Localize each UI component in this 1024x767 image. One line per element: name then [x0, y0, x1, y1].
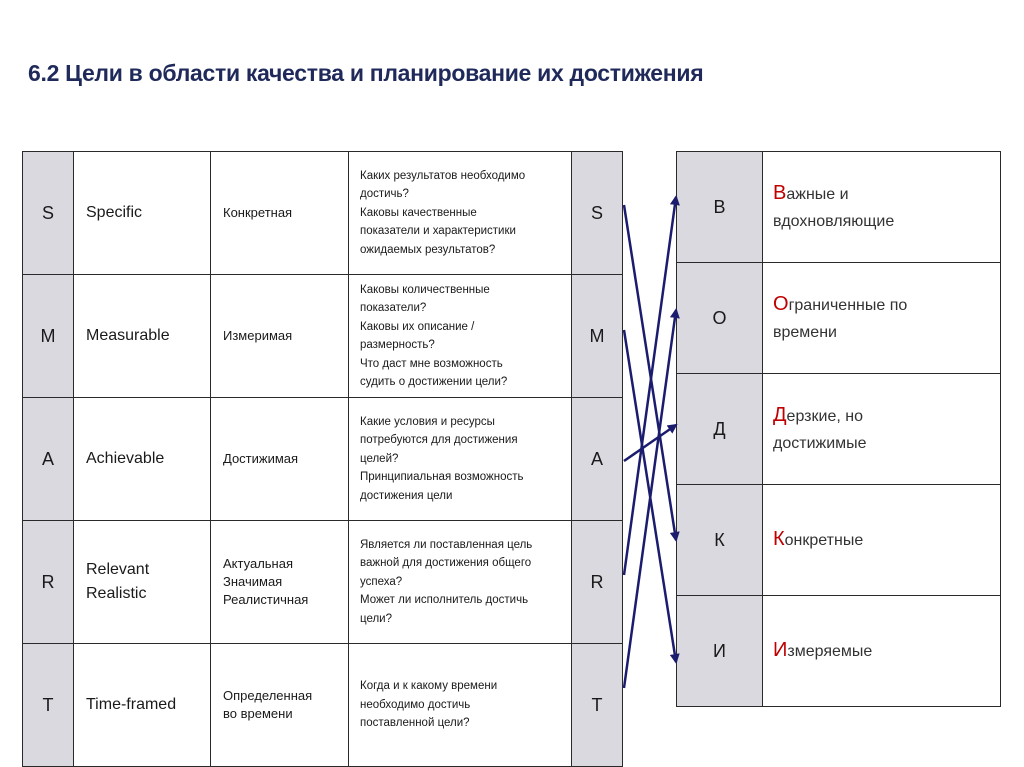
question-line: цели? [360, 612, 393, 625]
russian-term-line: во времени [223, 706, 293, 721]
russian-term-line: Определенная [223, 688, 313, 703]
arrow-m-to-i [624, 330, 676, 662]
vodik-row [677, 374, 1001, 485]
russian-term-line: Достижимая [223, 451, 299, 466]
russian-term-line: Реалистичная [223, 592, 309, 607]
arrow-r-to-v [624, 197, 676, 575]
vodik-description-line [773, 637, 1000, 665]
vodik-description [763, 596, 1001, 707]
smart-letter: S [23, 152, 74, 275]
smart-russian-term [211, 152, 349, 275]
question-line: достичь? [360, 188, 409, 201]
arrow-s-to-k [624, 205, 676, 540]
smart-question [349, 275, 572, 398]
vodik-description-line [773, 180, 1000, 208]
question-line: Каких результатов необходимо [360, 169, 526, 182]
question-line: потребуются для достижения [360, 434, 518, 447]
vodik-description-line [773, 430, 1000, 457]
vodik-letter: Д [677, 374, 763, 485]
russian-term-line: Актуальная [223, 556, 293, 571]
smart-russian-term [211, 275, 349, 398]
smart-english-term [74, 275, 211, 398]
smart-question [349, 644, 572, 767]
smart-russian-term [211, 398, 349, 521]
vodik-initial: В [773, 181, 787, 204]
question-line: Каковы качественные [360, 206, 477, 219]
smart-letter: R [23, 521, 74, 644]
question-line: успеха? [360, 575, 403, 588]
vodik-text: достижимые [773, 434, 867, 452]
vodik-description [763, 263, 1001, 374]
vodik-row [677, 263, 1001, 374]
question-line: Какие условия и ресурсы [360, 415, 495, 428]
vodik-letter: И [677, 596, 763, 707]
question-line: судить о достижении цели? [360, 376, 508, 388]
english-term-line: Time-framed [86, 696, 177, 713]
vodik-initial: И [773, 639, 788, 661]
question-line: целей? [360, 452, 399, 465]
arrow-t-to-o [624, 310, 676, 688]
smart-english-term [74, 398, 211, 521]
arrow-a-to-d [624, 425, 676, 461]
russian-term-line: Конкретная [223, 205, 293, 220]
vodik-row [677, 152, 1001, 263]
vodik-row [677, 485, 1001, 596]
question-line: Когда и к какому времени [360, 680, 498, 693]
question-line: Может ли исполнитель достичь [360, 594, 529, 607]
vodik-description-line [773, 208, 1000, 235]
vodik-text: времени [773, 323, 837, 341]
vodik-initial: О [773, 292, 789, 315]
question-line: важной для достижения общего [360, 557, 532, 570]
page-title: 6.2 Цели в области качества и планирование их достижения [28, 60, 704, 86]
vodik-description-line [773, 291, 1000, 319]
smart-right-letter: M [572, 275, 623, 398]
smart-english-term [74, 644, 211, 767]
english-term-line: Achievable [86, 450, 165, 467]
vodik-description-line [773, 319, 1000, 346]
russian-term-line: Значимая [223, 574, 283, 589]
smart-letter: T [23, 644, 74, 767]
question-line: достижения цели [360, 489, 453, 502]
vodik-text: ерзкие, но [786, 407, 863, 425]
question-line: Принципиальная возможность [360, 471, 524, 484]
vodik-text: вдохновляющие [773, 212, 895, 230]
english-term-line: Relevant [86, 561, 150, 578]
question-line: показатели и характеристики [360, 225, 516, 238]
smart-right-letter: T [572, 644, 623, 767]
vodik-text: змеряемые [787, 643, 873, 660]
smart-english-term [74, 152, 211, 275]
smart-question [349, 398, 572, 521]
question-line: Что даст мне возможность [360, 357, 503, 370]
smart-right-letter: S [572, 152, 623, 275]
vodik-letter: В [677, 152, 763, 263]
vodik-text: граниченные по [788, 296, 908, 314]
vodik-description [763, 152, 1001, 263]
question-line: размерность? [360, 339, 435, 351]
smart-row [23, 152, 623, 275]
vodik-letter: О [677, 263, 763, 374]
vodik-text: ажные и [786, 185, 849, 203]
question-line: Каковы количественные [360, 283, 490, 296]
smart-question [349, 521, 572, 644]
vodik-table [676, 151, 1001, 707]
question-line: ожидаемых результатов? [360, 243, 496, 256]
english-term-line: Specific [86, 204, 143, 221]
english-term-line: Realistic [86, 585, 147, 602]
vodik-description [763, 485, 1001, 596]
vodik-initial: К [773, 528, 785, 550]
vodik-description-line [773, 402, 1000, 430]
question-line: Каковы их описание / [360, 320, 475, 333]
smart-row [23, 275, 623, 398]
smart-row [23, 644, 623, 767]
question-line: поставленной цели? [360, 717, 470, 730]
smart-russian-term [211, 521, 349, 644]
question-line: Является ли поставленная цель [360, 538, 533, 551]
smart-right-letter: A [572, 398, 623, 521]
smart-english-term [74, 521, 211, 644]
smart-russian-term [211, 644, 349, 767]
smart-letter: M [23, 275, 74, 398]
smart-row [23, 398, 623, 521]
smart-table [22, 151, 623, 767]
vodik-row [677, 596, 1001, 707]
vodik-description-line [773, 526, 1000, 554]
russian-term-line: Измеримая [223, 328, 293, 343]
vodik-description [763, 374, 1001, 485]
vodik-letter: К [677, 485, 763, 596]
smart-letter: A [23, 398, 74, 521]
question-line: необходимо достичь [360, 698, 471, 711]
question-line: показатели? [360, 302, 427, 314]
smart-question [349, 152, 572, 275]
vodik-text: онкретные [784, 532, 864, 549]
english-term-line: Measurable [86, 327, 170, 344]
smart-row [23, 521, 623, 644]
smart-right-letter: R [572, 521, 623, 644]
vodik-initial: Д [773, 403, 787, 426]
